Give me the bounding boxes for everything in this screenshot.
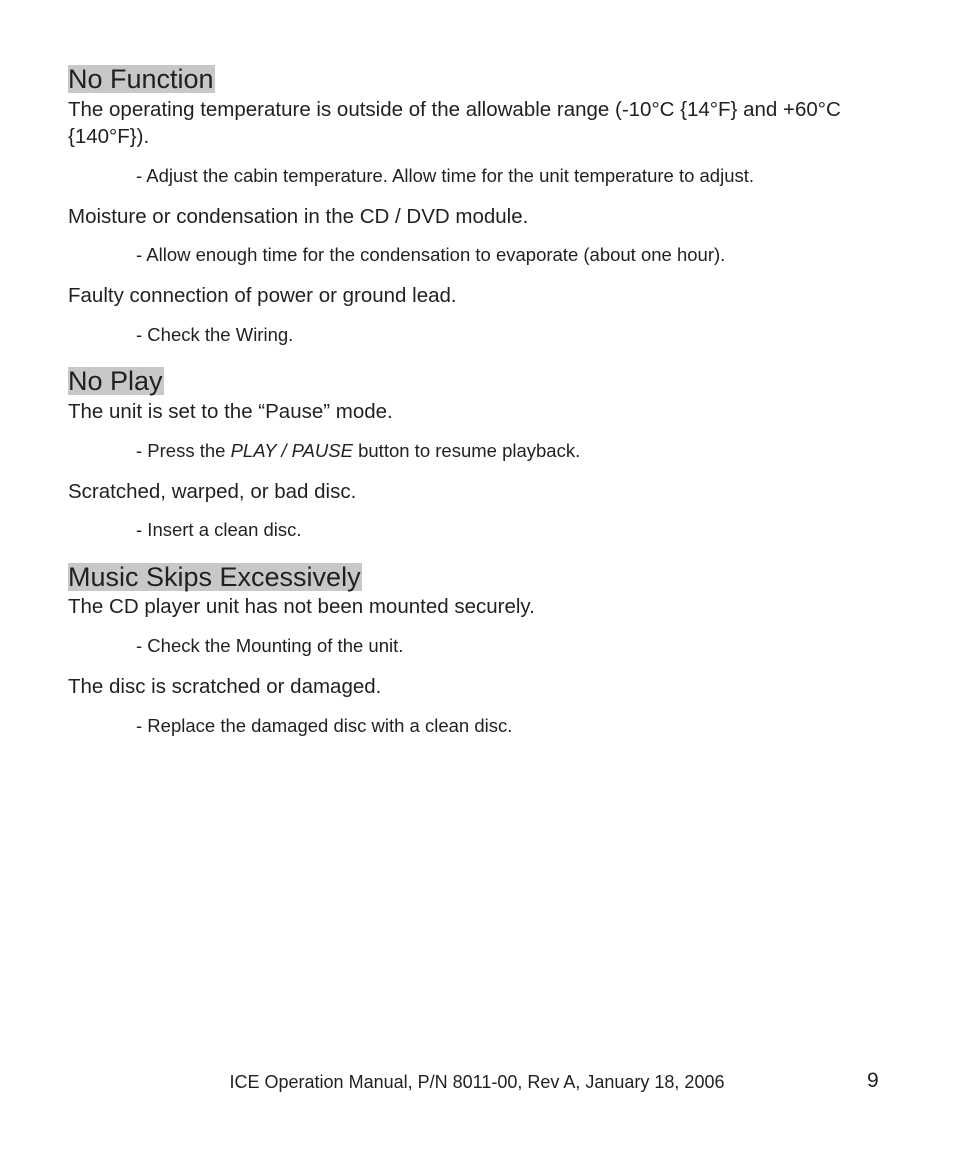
remedy-text: - Insert a clean disc. [136, 519, 302, 540]
cause-text: The disc is scratched or damaged. [68, 675, 382, 698]
play-pause-button-label: PLAY / PAUSE [230, 440, 353, 461]
cause-text: The unit is set to the “Pause” mode. [68, 400, 393, 423]
remedy-text: - Allow enough time for the condensation to evaporate (about one hour). [136, 244, 726, 265]
section-heading-no-play: No Play [68, 366, 163, 396]
cause-text: The CD player unit has not been mounted securely. [68, 595, 535, 618]
section-heading-no-function: No Function [68, 64, 214, 94]
cause-text: The operating temperature is outside of the allowable range (-10°C {14°F} and +60°C {140°F}). [68, 98, 841, 148]
cause-text: Faulty connection of power or ground lead. [68, 284, 457, 307]
remedy-text: - Check the Wiring. [136, 324, 294, 345]
footer-document-info: ICE Operation Manual, P/N 8011-00, Rev A, January 18, 2006 [229, 1072, 725, 1092]
remedy-suffix: button to resume playback. [352, 440, 581, 461]
page-number: 9 [867, 1069, 879, 1092]
cause-text: Scratched, warped, or bad disc. [68, 480, 357, 503]
remedy-text: - Replace the damaged disc with a clean disc. [136, 715, 513, 736]
remedy-text: - Adjust the cabin temperature. Allow time for the unit temperature to adjust. [136, 165, 755, 186]
remedy-prefix: - Press the [136, 440, 231, 461]
remedy-text: - Check the Mounting of the unit. [136, 635, 404, 656]
section-heading-music-skips: Music Skips Excessively [68, 562, 361, 592]
cause-text: Moisture or condensation in the CD / DVD module. [68, 205, 529, 228]
remedy-text [136, 440, 896, 462]
